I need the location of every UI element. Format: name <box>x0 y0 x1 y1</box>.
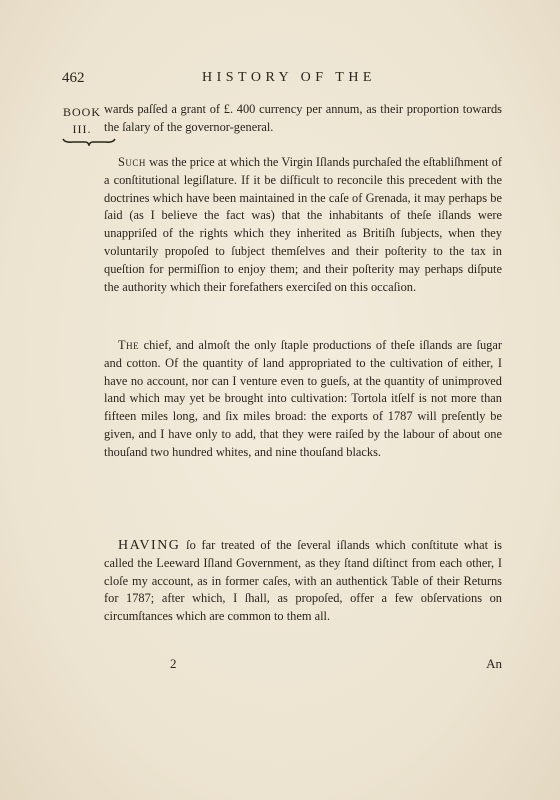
page-header <box>62 70 502 90</box>
paragraph-1: wards paſſed a grant of £. 400 currency per annum, as their proportion towards the ſalary of the governor-general. <box>104 102 502 134</box>
paragraph-4-lead: HAVING <box>118 538 181 553</box>
book-number: III. <box>72 122 92 136</box>
paragraph-4 <box>104 537 502 626</box>
page-number: 462 <box>62 70 85 86</box>
paragraph-2-text: was the price at which the Virgin Iſlands purchaſed the eſtabliſhment of a conſtitutional legiſlature. If it be diſficult to reconcile this precedent with the doctrines which have been maintained in the caſe of Grenada, it may perhaps be ſaid (as I believe the fact was) that the inhabitants of theſe iſlands were unappriſed of the rights which they inherited as Britiſh ſubjects, when they voluntarily propoſed to ſubject themſelves and their poſterity to the tax in queſtion for permiſſion to enjoy them; and their poſterity may perhaps diſpute the authority which their forefathers exerciſed on this occaſion. <box>104 155 502 294</box>
paragraph-2-lead: Such <box>118 155 146 169</box>
catchword: An <box>486 656 502 671</box>
paragraph-3-text: chief, and almoſt the only ſtaple productions of theſe iſlands are ſugar and cotton. Of the quantity of land appropriated to the cultivation of either, I have no account, nor can I venture even to gueſs, at the quantity of unimproved land which may yet be brought into cultivation: Tortola itſelf is not more than fifteen miles long, and ſix miles broad: the exports of 1787 will preſently be given, and I have only to add, that they were raiſed by the labour of about one thouſand two hundred whites, and nine thouſand blacks. <box>104 338 502 459</box>
running-head: HISTORY OF THE <box>202 70 376 85</box>
paragraph-2 <box>104 154 502 296</box>
margin-note <box>60 104 104 138</box>
paragraph-4-text: ſo far treated of the ſeveral iſlands which conſtitute what is called the Leeward Iſland Government, as they ſtand diſtinct from each other, I cloſe my account, as in former caſes, with an authentick Table of their Returns for 1787; after which, I ſhall, as propoſed, offer a few obſervations on circumſtances which are common to them all. <box>104 538 502 624</box>
page-footer <box>104 656 502 676</box>
paragraph-3 <box>104 337 502 462</box>
signature-mark: 2 <box>170 656 177 671</box>
paragraph-3-lead: The <box>118 338 140 352</box>
book-label: BOOK <box>62 105 101 119</box>
brace-ornament <box>61 136 117 146</box>
